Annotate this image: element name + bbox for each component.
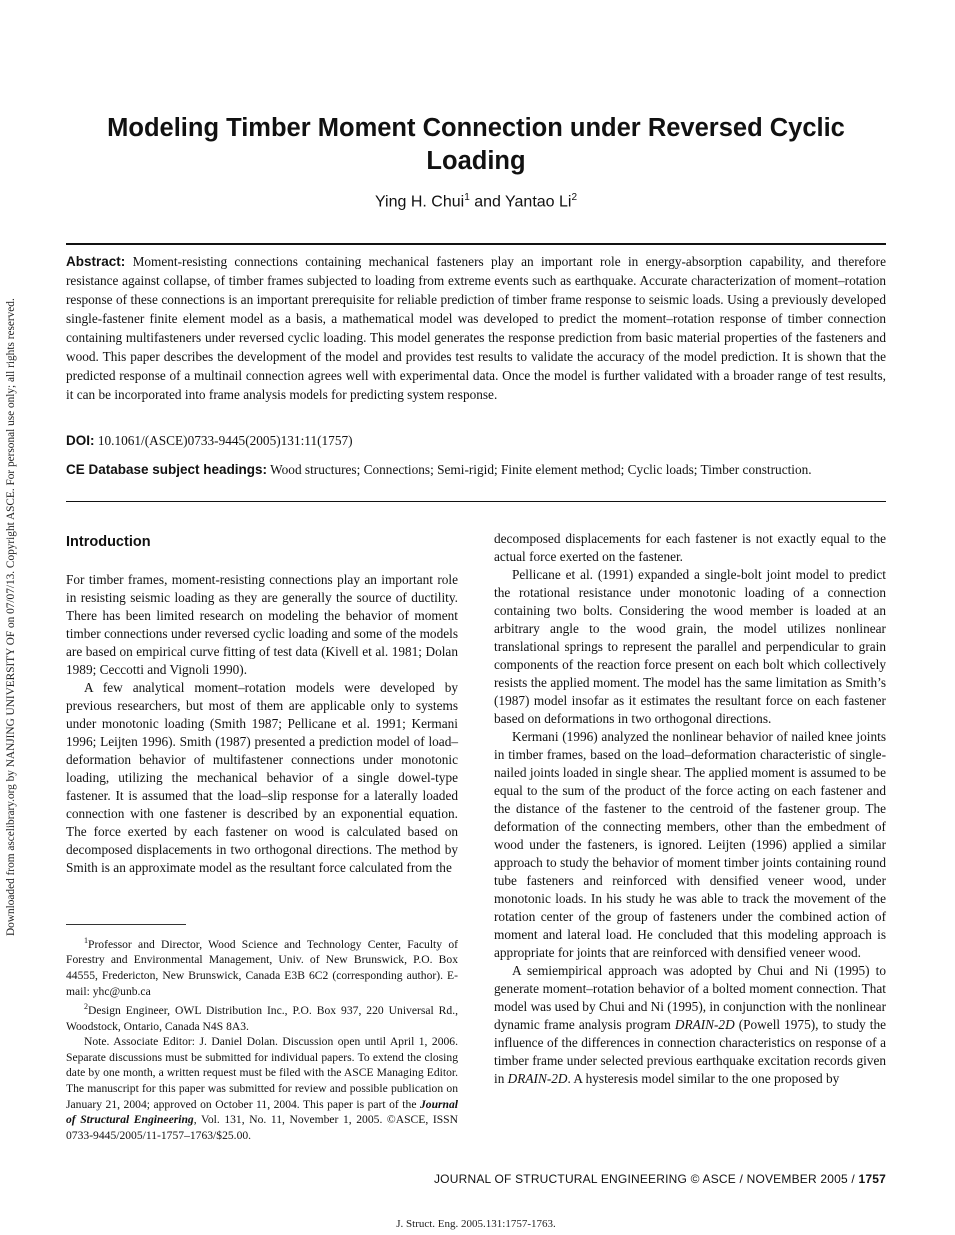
subject-headings	[66, 460, 886, 479]
journal-name: Journal of Structural Engineering	[66, 1097, 458, 1127]
doi-value: 10.1061/(ASCE)0733-9445(2005)131:11(1757)	[97, 433, 353, 448]
footnote-marker: 2	[84, 1002, 88, 1012]
abstract	[66, 252, 886, 404]
body-paragraph: Kermani (1996) analyzed the nonlinear behavior of nailed knee joints in timber frames, based on the load–deformation characteristic of single-nailed joints loaded in single shear. The applied moment is assumed to be equal to the sum of the product of the force acting on each fastener and the distance of the fastener to the centroid of the fastener group. The deformation of the connecting members, other than the embedment of wood under the fasteners, is ignored. Leijten (1996) applied a similar approach to study the behavior of moment timber joints containing round tube fasteners and reinforced with densified veneer wood, under monotonic loads. In his study he was able to track the movement of the rotation center of the group of fasteners under the combined action of moment and lateral load. He concluded that this modeling approach is appropriate for joints that are reinforced with densified veneer wood.	[494, 729, 886, 960]
paper-title: Modeling Timber Moment Connection under Reversed Cyclic Loading	[107, 114, 845, 175]
doi-label: DOI:	[66, 433, 95, 448]
body-paragraph: A few analytical moment–rotation models were developed by previous researchers, but most of them are applicable only to systems under monotonic loading (Smith 1987; Pellicane et al. 1991; Kermani 1996; Leijten 1996). Smith (1987) presented a prediction model of load–deformation behavior of multifastener connections under monotonic loading, utilizing the mechanical behavior of a single dowel-type fastener. It is assumed that the load–slip response for a laterally loaded connection with one fastener is described by an exponential equation. The force exerted by each fastener on wood is calculated based on decomposed displacements in two orthogonal directions. The method by Smith is an approximate model as the resultant force calculated from the	[66, 680, 458, 875]
top-divider	[66, 243, 886, 245]
footnote	[66, 999, 458, 1034]
download-notice: Downloaded from ascelibrary.org by NANJING UNIVERSITY OF on 07/07/13. Copyright ASCE. For personal use only; all rights reserved.	[5, 298, 17, 936]
affiliation-marker: 1	[464, 192, 470, 203]
editor-note: Note. Associate Editor: J. Daniel Dolan. Discussion open until April 1, 2006. Separate discussions must be submitted for individual papers. To extend the closing date by one month, a written request must be filed with the ASCE Managing Editor. The manuscript for this paper was submitted for review and possible publication on January 21, 2004; approved on October 11, 2004. This paper is part of the Journal of Structural Engineering, Vol. 131, No. 11, November 1, 2005. ©ASCE, ISSN 0733-9445/2005/11-1757–1763/$25.00.	[66, 1035, 458, 1142]
abstract-label: Abstract:	[66, 254, 126, 269]
program-name: DRAIN-2D	[507, 1071, 568, 1086]
journal-footer-text: JOURNAL OF STRUCTURAL ENGINEERING © ASCE / NOVEMBER 2005 /	[433, 1172, 859, 1186]
left-column	[66, 530, 458, 877]
right-column	[494, 530, 886, 1088]
footnote-marker: 1	[84, 936, 88, 945]
subject-headings-label: CE Database subject headings:	[66, 462, 268, 477]
author-conjunction: and	[469, 193, 506, 211]
bottom-divider	[66, 501, 886, 502]
author-line	[66, 192, 886, 211]
footnote	[66, 933, 458, 999]
page-number: 1757	[858, 1172, 886, 1186]
subject-headings-value: Wood structures; Connections; Semi-rigid; Finite element method; Cyclic loads; Timber construction.	[270, 462, 812, 477]
author-name: Yantao Li	[505, 193, 572, 211]
program-name: DRAIN-2D	[674, 1017, 735, 1032]
doi-line	[66, 431, 886, 450]
body-paragraph: A semiempirical approach was adopted by Chui and Ni (1995) to generate moment–rotation behavior of a bolted moment connection. That model was used by Chui and Ni (1995), in conjunction with the nonlinear dynamic frame analysis program DRAIN-2D (Powell 1975), to study the influence of the differences in connection characteristics on response of a timber frame under selected previous earthquake excitation records given in DRAIN-2D. A hysteresis model similar to the one proposed by	[494, 963, 886, 1086]
author-name: Ying H. Chui	[374, 193, 465, 211]
journal-footer	[66, 1172, 886, 1186]
body-paragraph: decomposed displacements for each fastener is not exactly equal to the actual force exerted on the fastener.	[494, 531, 886, 564]
body-paragraph: For timber frames, moment-resisting connections play an important role in resisting seismic loading as they are generally the source of ductility. There has been limited research on modeling the behavior of moment timber connections under reversed cyclic loading and some of the models are based on empirical curve fitting of test data (Kivell et al. 1981; Dolan 1989; Ceccotti and Vignoli 1990).	[66, 572, 458, 677]
body-paragraph: Pellicane et al. (1991) expanded a single-bolt joint model to predict the rotational resistance under monotonic loading of a connection containing two bolts. Considering the wood member is loaded at an arbitrary angle to the wood grain, the model utilizes nonlinear translational springs to represent the parallel and perpendicular to grain components of the reaction force present on each bolt which collectively resists the applied moment. The model has the same limitation as Smith’s (1987) model insofar as it estimates the resultant force on each fastener based on deformations in two orthogonal directions.	[494, 567, 886, 726]
footnotes	[66, 933, 458, 1143]
abstract-text: Moment-resisting connections containing mechanical fasteners play an important role in energy-absorption capability, and therefore resistance against collapse, of timber frames subjected to loading from extreme events such as earthquake. Accurate characterization of moment–rotation response of these connections is an important prerequisite for reliable prediction of timber frame response to seismic loads. Using a previously developed single-fastener finite element model as a basis, a mathematical model was developed to predict the moment–rotation response of timber connection containing multifasteners under reversed cyclic loading. This model generates the response prediction from basic material properties of the fasteners and wood. This paper describes the development of the model and provides test results to validate the accuracy of the model prediction. It is shown that the predicted response of a multinail connection agrees well with experimental data. Once the model is further validated with a broader range of test results, it can be incorporated into frame analysis models for predicting system response.	[66, 254, 887, 402]
footnote-divider	[66, 924, 186, 925]
footnote-text: Design Engineer, OWL Distribution Inc., P.O. Box 937, 220 Universal Rd., Woodstock, Ontario, Canada N4S 8A3.	[66, 1004, 458, 1033]
affiliation-marker: 2	[571, 192, 578, 203]
footnote-text: Professor and Director, Wood Science and Technology Center, Faculty of Forestry and Environmental Management, Univ. of New Brunswick, P.O. Box 44555, Fredericton, New Brunswick, Canada E3B 6C2 (corresponding author). E-mail: yhc@unb.ca	[66, 937, 458, 998]
citation-line: J. Struct. Eng. 2005.131:1757-1763.	[396, 1218, 556, 1230]
section-heading: Introduction	[66, 534, 151, 550]
